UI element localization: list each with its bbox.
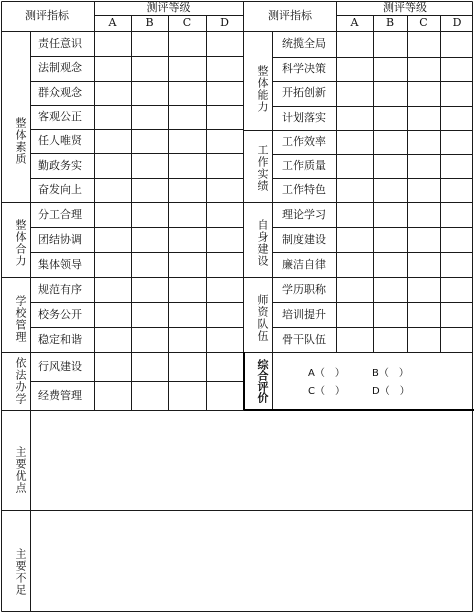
grade-cell-b[interactable] [374, 58, 406, 81]
grade-cell-a[interactable] [95, 228, 130, 251]
right-indicator-header: 测评指标 [268, 9, 312, 22]
weaknesses-label: 主要不足 [14, 547, 27, 596]
grade-cell-c[interactable] [169, 82, 205, 104]
strengths-input-area[interactable] [31, 411, 473, 509]
right-item-label: 计划落实 [282, 110, 326, 124]
grade-cell-d[interactable] [207, 130, 242, 152]
grade-cell-a[interactable] [95, 154, 130, 176]
left-item-label: 群众观念 [38, 85, 82, 99]
left-group-title-cohesion: 整体合力 [14, 218, 27, 267]
left-item-label: 客观公正 [38, 110, 82, 123]
grade-cell-d[interactable] [207, 228, 242, 251]
grade-cell-d[interactable] [207, 179, 242, 201]
right-grade-d: D [452, 16, 462, 29]
grade-cell-c[interactable] [408, 131, 439, 153]
grade-cell-d[interactable] [441, 33, 473, 56]
grade-cell-b[interactable] [374, 179, 406, 201]
right-group-title-performance: 工作实绩 [256, 144, 269, 192]
left-grade-c: C [182, 16, 192, 29]
grade-cell-a[interactable] [95, 57, 130, 79]
right-group-title-teachers: 师资队伍 [256, 293, 269, 342]
left-item-label: 分工合理 [38, 207, 82, 221]
weaknesses-input-area[interactable] [31, 511, 473, 611]
grade-cell-a[interactable] [95, 106, 130, 128]
grade-cell-d[interactable] [207, 106, 242, 128]
right-item-label: 制度建设 [282, 232, 326, 246]
left-item-label: 责任意识 [38, 37, 82, 51]
grade-cell-c[interactable] [408, 82, 439, 105]
grade-cell-d[interactable] [441, 131, 473, 153]
right-item-label: 理论学习 [282, 207, 326, 221]
grade-cell-c[interactable] [408, 303, 439, 326]
grade-cell-c[interactable] [169, 253, 205, 276]
grade-cell-a[interactable] [337, 328, 372, 351]
grade-cell-d[interactable] [207, 203, 242, 226]
grade-cell-c[interactable] [408, 203, 439, 226]
grade-cell-d[interactable] [441, 179, 473, 201]
overall-option-d[interactable]: D（ ） [372, 386, 410, 397]
grade-cell-d[interactable] [441, 155, 473, 177]
grade-cell-d[interactable] [207, 303, 242, 326]
right-item-label: 统揽全局 [282, 37, 326, 51]
left-grade-b: B [145, 16, 154, 29]
left-group-title-law: 依法办学 [14, 357, 27, 405]
grade-cell-d[interactable] [441, 107, 473, 130]
grade-cell-a[interactable] [95, 130, 130, 152]
grade-cell-c[interactable] [408, 328, 439, 351]
grade-cell-b[interactable] [132, 203, 167, 226]
grade-cell-a[interactable] [337, 155, 372, 177]
grade-cell-d[interactable] [441, 82, 473, 105]
grade-cell-c[interactable] [169, 328, 205, 351]
left-item-label: 法制观念 [38, 61, 82, 75]
grade-cell-a[interactable] [337, 278, 372, 301]
right-grade-b: B [385, 16, 395, 29]
grade-cell-c[interactable] [408, 228, 439, 251]
grade-cell-b[interactable] [374, 155, 406, 177]
grade-cell-b[interactable] [132, 82, 167, 104]
grade-cell-c[interactable] [169, 154, 205, 176]
grade-cell-a[interactable] [95, 253, 130, 276]
grade-cell-c[interactable] [169, 278, 205, 301]
grade-cell-b[interactable] [374, 303, 406, 326]
grade-cell-b[interactable] [132, 253, 167, 276]
grade-cell-d[interactable] [207, 278, 242, 301]
grade-cell-d[interactable] [441, 278, 473, 301]
grade-cell-a[interactable] [337, 253, 372, 276]
grade-cell-c[interactable] [408, 278, 439, 301]
overall-option-b[interactable]: B（ ） [372, 368, 409, 379]
grade-cell-a[interactable] [95, 179, 130, 201]
grade-cell-a[interactable] [337, 203, 372, 226]
grade-cell-b[interactable] [132, 353, 167, 380]
right-grade-a: A [350, 16, 359, 29]
right-item-label: 开拓创新 [282, 86, 326, 100]
grade-cell-c[interactable] [408, 58, 439, 81]
grade-cell-a[interactable] [95, 33, 130, 55]
grade-cell-a[interactable] [95, 303, 130, 326]
grade-cell-c[interactable] [169, 353, 205, 380]
grade-cell-a[interactable] [95, 278, 130, 301]
grade-cell-b[interactable] [132, 179, 167, 201]
left-item-label: 团结协调 [38, 232, 82, 246]
grade-cell-c[interactable] [169, 106, 205, 128]
grade-cell-b[interactable] [374, 131, 406, 153]
grade-cell-d[interactable] [207, 33, 242, 55]
grade-cell-b[interactable] [132, 328, 167, 351]
left-item-label: 任人唯贤 [38, 134, 82, 148]
right-item-label: 骨干队伍 [282, 332, 326, 346]
grade-cell-b[interactable] [374, 228, 406, 251]
grade-cell-a[interactable] [95, 82, 130, 104]
right-item-label: 廉洁自律 [282, 257, 326, 271]
right-group-title-ability: 整体能力 [256, 65, 269, 113]
grade-cell-c[interactable] [169, 382, 205, 409]
left-grade-d: D [220, 16, 229, 29]
grade-cell-a[interactable] [95, 328, 130, 351]
grade-cell-b[interactable] [132, 154, 167, 176]
grade-cell-d[interactable] [207, 382, 242, 409]
grade-cell-d[interactable] [207, 57, 242, 79]
grade-cell-a[interactable] [95, 382, 130, 409]
grade-cell-c[interactable] [408, 33, 439, 56]
grade-cell-c[interactable] [169, 228, 205, 251]
grade-cell-b[interactable] [374, 82, 406, 105]
left-item-label: 经费管理 [38, 388, 82, 402]
grade-cell-b[interactable] [374, 278, 406, 301]
left-group-title-management: 学校管理 [14, 294, 27, 343]
grade-cell-b[interactable] [132, 303, 167, 326]
grade-cell-d[interactable] [207, 353, 242, 380]
grade-cell-d[interactable] [441, 328, 473, 351]
grade-cell-a[interactable] [337, 58, 372, 81]
grade-cell-b[interactable] [374, 328, 406, 351]
grade-cell-b[interactable] [132, 33, 167, 55]
grade-cell-a[interactable] [337, 179, 372, 201]
grade-cell-b[interactable] [132, 228, 167, 251]
grade-cell-a[interactable] [337, 33, 372, 56]
grade-cell-c[interactable] [408, 107, 439, 130]
left-indicator-header: 测评指标 [25, 9, 69, 22]
left-grade-header: 测评等级 [146, 1, 191, 14]
left-group-title-quality: 整体素质 [14, 117, 27, 165]
grade-cell-d[interactable] [441, 303, 473, 326]
right-group-title-self: 自身建设 [256, 218, 269, 267]
strengths-label: 主要优点 [14, 446, 27, 494]
left-item-label: 勤政务实 [38, 158, 82, 172]
grade-cell-b[interactable] [132, 57, 167, 79]
right-item-label: 培训提升 [282, 307, 326, 321]
grade-cell-c[interactable] [169, 33, 205, 55]
grade-cell-c[interactable] [169, 130, 205, 152]
grade-cell-b[interactable] [374, 33, 406, 56]
left-grade-a: A [108, 16, 117, 29]
right-item-label: 工作效率 [282, 135, 326, 148]
grade-cell-c[interactable] [169, 303, 205, 326]
grade-cell-c[interactable] [408, 253, 439, 276]
overall-option-a[interactable]: A（ ） [308, 368, 345, 379]
grade-cell-b[interactable] [374, 253, 406, 276]
overall-option-c[interactable]: C（ ） [308, 386, 345, 397]
right-item-label: 工作质量 [282, 159, 326, 172]
right-item-label: 科学决策 [282, 61, 326, 75]
left-item-label: 规范有序 [38, 282, 82, 296]
grade-cell-c[interactable] [169, 57, 205, 79]
grade-cell-d[interactable] [207, 328, 242, 351]
grade-cell-b[interactable] [132, 382, 167, 409]
grade-cell-a[interactable] [337, 228, 372, 251]
right-item-label: 学历职称 [282, 282, 326, 296]
grade-cell-b[interactable] [132, 106, 167, 128]
left-item-label: 稳定和谐 [38, 332, 82, 346]
grade-cell-d[interactable] [441, 253, 473, 276]
grade-cell-a[interactable] [337, 303, 372, 326]
right-grade-header: 测评等级 [383, 1, 427, 14]
left-item-label: 奋发向上 [38, 182, 82, 196]
grade-cell-a[interactable] [337, 131, 372, 153]
grade-cell-d[interactable] [207, 154, 242, 176]
grade-cell-d[interactable] [441, 228, 473, 251]
grade-cell-b[interactable] [374, 203, 406, 226]
grade-cell-c[interactable] [169, 203, 205, 226]
grade-cell-b[interactable] [132, 278, 167, 301]
grade-cell-d[interactable] [441, 203, 473, 226]
grade-cell-d[interactable] [207, 253, 242, 276]
left-item-label: 校务公开 [38, 307, 82, 321]
right-item-label: 工作特色 [282, 183, 326, 196]
overall-evaluation-title: 综合评价 [256, 359, 269, 403]
grade-cell-a[interactable] [337, 82, 372, 105]
grade-cell-b[interactable] [374, 107, 406, 130]
grade-cell-c[interactable] [408, 155, 439, 177]
grade-cell-c[interactable] [408, 179, 439, 201]
grade-cell-a[interactable] [95, 353, 130, 380]
left-item-label: 集体领导 [38, 257, 82, 271]
grade-cell-d[interactable] [207, 82, 242, 104]
grade-cell-a[interactable] [95, 203, 130, 226]
grade-cell-a[interactable] [337, 107, 372, 130]
grade-cell-d[interactable] [441, 58, 473, 81]
left-item-label: 行风建设 [38, 359, 82, 373]
right-grade-c: C [419, 16, 428, 29]
grade-cell-b[interactable] [132, 130, 167, 152]
grade-cell-c[interactable] [169, 179, 205, 201]
